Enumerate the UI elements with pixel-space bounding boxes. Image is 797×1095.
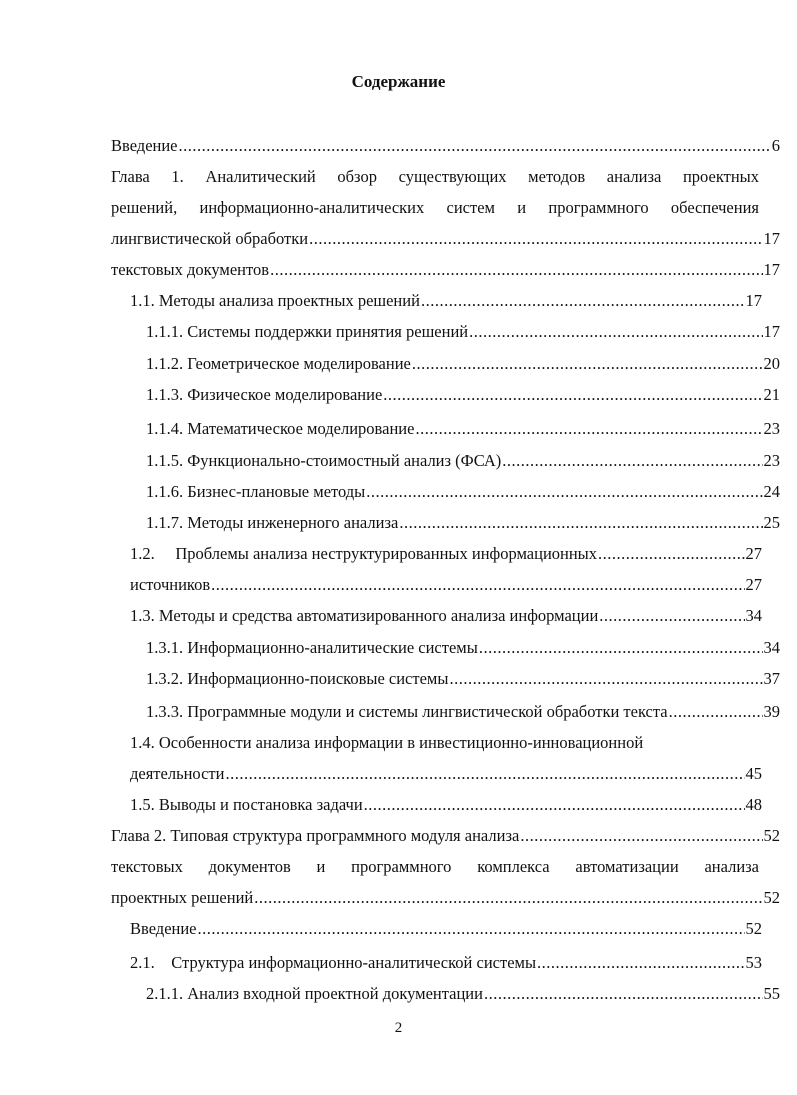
toc-entry-label: Глава 2. Типовая структура программного модуля анализа <box>111 826 520 845</box>
dot-leader <box>415 418 762 440</box>
toc-entry-1-5[interactable] <box>130 794 762 816</box>
toc-entry-page: 17 <box>763 260 780 279</box>
toc-entry-1-3[interactable] <box>130 605 762 627</box>
dot-leader <box>412 353 763 375</box>
toc-entry-1-2-line-1[interactable] <box>130 543 762 565</box>
toc-entry-label: 1.3.3. Программные модули и системы лингвистической обработки текста <box>146 702 668 721</box>
dot-leader <box>520 825 762 847</box>
toc-entry-chapter-1-line-4[interactable] <box>111 259 780 281</box>
toc-entry-label: 1.1.1. Системы поддержки принятия решений <box>146 322 469 341</box>
dot-leader <box>399 512 762 534</box>
dot-leader <box>449 668 762 690</box>
toc-entry-chapter-2-line-3[interactable] <box>111 887 780 909</box>
toc-entry-page: 17 <box>763 322 780 341</box>
dot-leader <box>484 983 763 1005</box>
toc-entry-label: 1.1.5. Функционально-стоимостный анализ (ФСА) <box>146 451 502 470</box>
toc-entry-1-2-line-2[interactable] <box>130 574 762 596</box>
toc-entry-1-4-line-1[interactable]: 1.4. Особенности анализа информации в инвестиционно-инновационной <box>130 733 644 752</box>
dot-leader <box>479 637 763 659</box>
toc-entry-label: 2.1.1. Анализ входной проектной документации <box>146 984 483 1003</box>
toc-entry-page: 52 <box>745 919 762 938</box>
toc-entry-page: 52 <box>763 888 780 907</box>
toc-entry-label: источников <box>130 575 211 594</box>
toc-entry-chapter-1-line-3[interactable] <box>111 228 780 250</box>
toc-entry-1-3-2[interactable] <box>146 668 780 690</box>
toc-entry-label: деятельности <box>130 764 225 783</box>
toc-entry-chapter-2-intro[interactable] <box>130 918 762 940</box>
toc-entry-label: 1.3.1. Информационно-аналитические системы <box>146 638 478 657</box>
toc-entry-2-1-1[interactable] <box>146 983 780 1005</box>
toc-entry-label: Введение <box>130 919 197 938</box>
toc-entry-page: 53 <box>745 953 762 972</box>
dot-leader <box>469 321 762 343</box>
toc-entry-1-1-2[interactable] <box>146 353 780 375</box>
toc-entry-label: лингвистической обработки <box>111 229 309 248</box>
dot-leader <box>599 605 744 627</box>
dot-leader <box>198 918 745 940</box>
toc-entry-page: 24 <box>763 482 780 501</box>
dot-leader <box>364 794 745 816</box>
toc-entry-chapter-1-line-1[interactable]: Глава 1. Аналитический обзор существующих методов анализа проектных <box>111 167 759 186</box>
toc-entry-1-1-4[interactable] <box>146 418 780 440</box>
toc-entry-intro[interactable] <box>111 135 780 157</box>
toc-entry-1-1-5[interactable] <box>146 450 780 472</box>
toc-entry-page: 27 <box>745 544 762 563</box>
dot-leader <box>421 290 745 312</box>
toc-entry-label: проектных решений <box>111 888 254 907</box>
toc-entry-label: 2.1. Структура информационно-аналитической системы <box>130 953 537 972</box>
toc-entry-label: Введение <box>111 136 178 155</box>
toc-entry-page: 17 <box>745 291 762 310</box>
toc-entry-page: 48 <box>745 795 762 814</box>
toc-entry-2-1[interactable] <box>130 952 762 974</box>
toc-entry-page: 52 <box>763 826 780 845</box>
toc-entry-label: 1.1.3. Физическое моделирование <box>146 385 383 404</box>
toc-entry-1-1-7[interactable] <box>146 512 780 534</box>
toc-entry-1-1-1[interactable] <box>146 321 780 343</box>
toc-entry-label: 1.5. Выводы и постановка задачи <box>130 795 363 814</box>
toc-entry-1-3-3[interactable] <box>146 701 780 723</box>
toc-entry-1-3-1[interactable] <box>146 637 780 659</box>
dot-leader <box>211 574 744 596</box>
toc-entry-page: 34 <box>745 606 762 625</box>
toc-entry-page: 20 <box>763 354 780 373</box>
toc-entry-1-1-6[interactable] <box>146 481 780 503</box>
dot-leader <box>669 701 763 723</box>
toc-entry-label: 1.1. Методы анализа проектных решений <box>130 291 420 310</box>
toc-entry-page: 45 <box>745 764 762 783</box>
toc-entry-label: 1.1.4. Математическое моделирование <box>146 419 415 438</box>
dot-leader <box>179 135 771 157</box>
toc-entry-page: 6 <box>771 136 780 155</box>
dot-leader <box>502 450 762 472</box>
toc-entry-page: 25 <box>763 513 780 532</box>
toc-entry-label: 1.3.2. Информационно-поисковые системы <box>146 669 449 688</box>
dot-leader <box>225 763 744 785</box>
toc-entry-label: текстовых документов <box>111 260 270 279</box>
toc-entry-label: 1.1.6. Бизнес-плановые методы <box>146 482 366 501</box>
toc-entry-page: 23 <box>763 451 780 470</box>
dot-leader <box>598 543 744 565</box>
toc-entry-1-1-3[interactable] <box>146 384 780 406</box>
dot-leader <box>383 384 762 406</box>
dot-leader <box>254 887 762 909</box>
toc-entry-page: 23 <box>763 419 780 438</box>
toc-entry-page: 27 <box>745 575 762 594</box>
dot-leader <box>309 228 762 250</box>
dot-leader <box>537 952 744 974</box>
dot-leader <box>270 259 762 281</box>
toc-entry-label: 1.1.2. Геометрическое моделирование <box>146 354 411 373</box>
dot-leader <box>366 481 762 503</box>
page-number: 2 <box>394 1020 403 1036</box>
page-title: Содержание <box>351 72 446 91</box>
toc-entry-page: 55 <box>763 984 780 1003</box>
toc-entry-page: 21 <box>763 385 780 404</box>
toc-entry-chapter-2-line-1[interactable] <box>111 825 780 847</box>
toc-entry-label: 1.1.7. Методы инженерного анализа <box>146 513 399 532</box>
toc-entry-label: 1.3. Методы и средства автоматизированного анализа информации <box>130 606 599 625</box>
toc-entry-chapter-1-line-2[interactable]: решений, информационно-аналитических систем и программного обеспечения <box>111 198 759 217</box>
toc-entry-page: 37 <box>763 669 780 688</box>
toc-entry-label: 1.2. Проблемы анализа неструктурированных информационных <box>130 544 598 563</box>
toc-entry-1-4-line-2[interactable] <box>130 763 762 785</box>
toc-entry-page: 34 <box>763 638 780 657</box>
toc-entry-page: 17 <box>763 229 780 248</box>
toc-entry-page: 39 <box>763 702 780 721</box>
toc-entry-chapter-2-line-2[interactable]: текстовых документов и программного комплекса автоматизации анализа <box>111 857 759 876</box>
toc-entry-1-1[interactable] <box>130 290 762 312</box>
